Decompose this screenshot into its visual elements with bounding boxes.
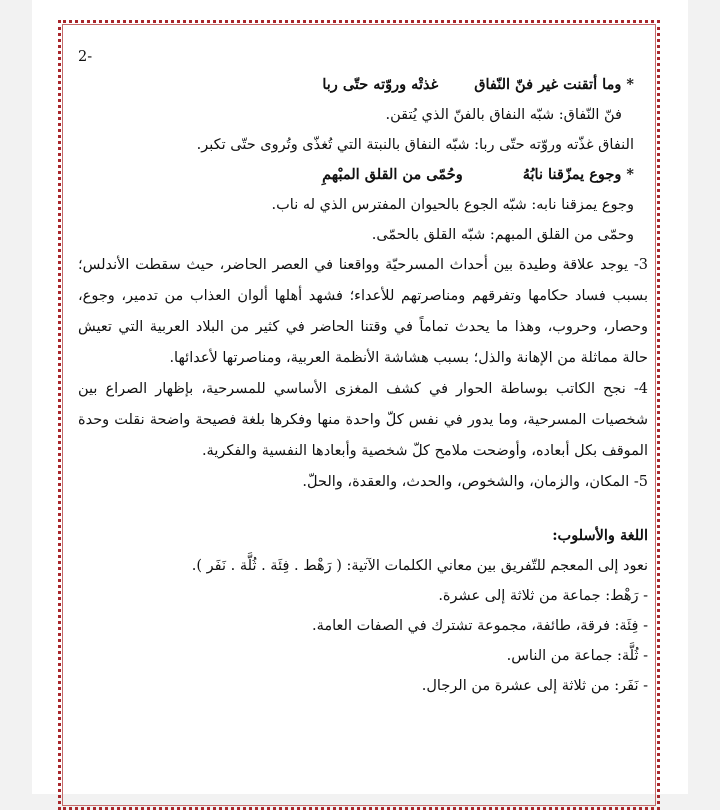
paragraph-line: الموقف بكل أبعاده، وأوضحت ملامح كلّ شخصية وأبعادها النفسية والفكرية. <box>201 443 648 459</box>
paragraph-line: شخصيات المسرحية، وما يدور في نفس كلّ واحدة منها وفكرها بلغة فصيحة واضحة نقلت وحدة <box>78 412 648 428</box>
verse-1-explanation-2: النفاق غذّته وروّته حتّى ربا: شبّه النفاق بالنبتة التي تُغذّى وتُروى حتّى تكبر. <box>196 137 634 153</box>
paragraph-5: 5- المكان، والزمان، والشخوص، والحدث، والعقدة، والحلّ. <box>302 474 648 490</box>
paragraph-line: وحصار، وحروب، وهذا ما يحدث تماماً في وقتنا الحاضر في كثير من البلاد العربية التي تعيش <box>78 319 648 335</box>
paragraph-3 <box>78 250 648 374</box>
list-item: - ثُلَّة: جماعة من الناس. <box>506 648 648 664</box>
page-content <box>78 44 648 701</box>
document-page <box>32 0 688 794</box>
verse-first-half: وجوع يمزّقنا نابُهُ <box>522 166 622 183</box>
paragraph-line: حالة مماثلة من الإهانة والذل؛ بسبب هشاشة الأنظمة العربية، ومناصرتها لأعدائها. <box>169 350 648 366</box>
list-item: - رَهْط: جماعة من ثلاثة إلى عشرة. <box>438 588 648 604</box>
verse-1-explanation-1: فنّ النّفاق: شبّه النفاق بالفنّ الذي يُتقن. <box>385 107 622 123</box>
verse-second-half: غذتْه وروّته حتّى ربا <box>322 76 439 93</box>
paragraph-line: 4- نجح الكاتب بوساطة الحوار في كشف المغزى الأساسي للمسرحية، بإظهار الصراع بين <box>78 381 648 397</box>
list-item: - فِئَة: فرقة، طائفة، مجموعة تشترك في الصفات العامة. <box>311 618 648 634</box>
section-intro: نعود إلى المعجم للتّفريق بين معاني الكلمات الآتية: ( رَهْط . فِئَة . ثُلَّة . نَفَر ). <box>191 558 648 574</box>
section-number: 2- <box>78 49 93 65</box>
verse-2-explanation-1: وجوع يمزقنا نابه: شبّه الجوع بالحيوان المفترس الذي له ناب. <box>271 197 634 213</box>
verse-2-explanation-2: وحمّى من القلق المبهم: شبّه القلق بالحمّى. <box>371 227 634 243</box>
verse-first-half: وما أتقنت غير فنّ النّفاق <box>474 76 622 93</box>
paragraph-4 <box>78 374 648 467</box>
list-item: - نَفَر: من ثلاثة إلى عشرة من الرجال. <box>421 678 648 694</box>
word-definitions-list <box>78 581 648 701</box>
section-heading: اللغة والأسلوب: <box>552 527 648 544</box>
verse-second-half: وحُمّى من القلق المبْهمِ <box>322 166 463 183</box>
verse-marker: * <box>626 166 634 183</box>
paragraph-line: 3- يوجد علاقة وطيدة بين أحداث المسرحيّة وواقعنا في العصر الحاضر، حيث سقطت الأندلس؛ <box>78 257 648 273</box>
verse-2 <box>78 160 648 190</box>
verse-marker: * <box>626 76 634 93</box>
paragraph-line: بسبب فساد حكامها وتفرقهم ومناصرتهم للأعداء؛ فشهد أهلها ألوان العذاب من تدمير، وجوع، <box>78 288 648 304</box>
verse-1 <box>78 70 648 100</box>
